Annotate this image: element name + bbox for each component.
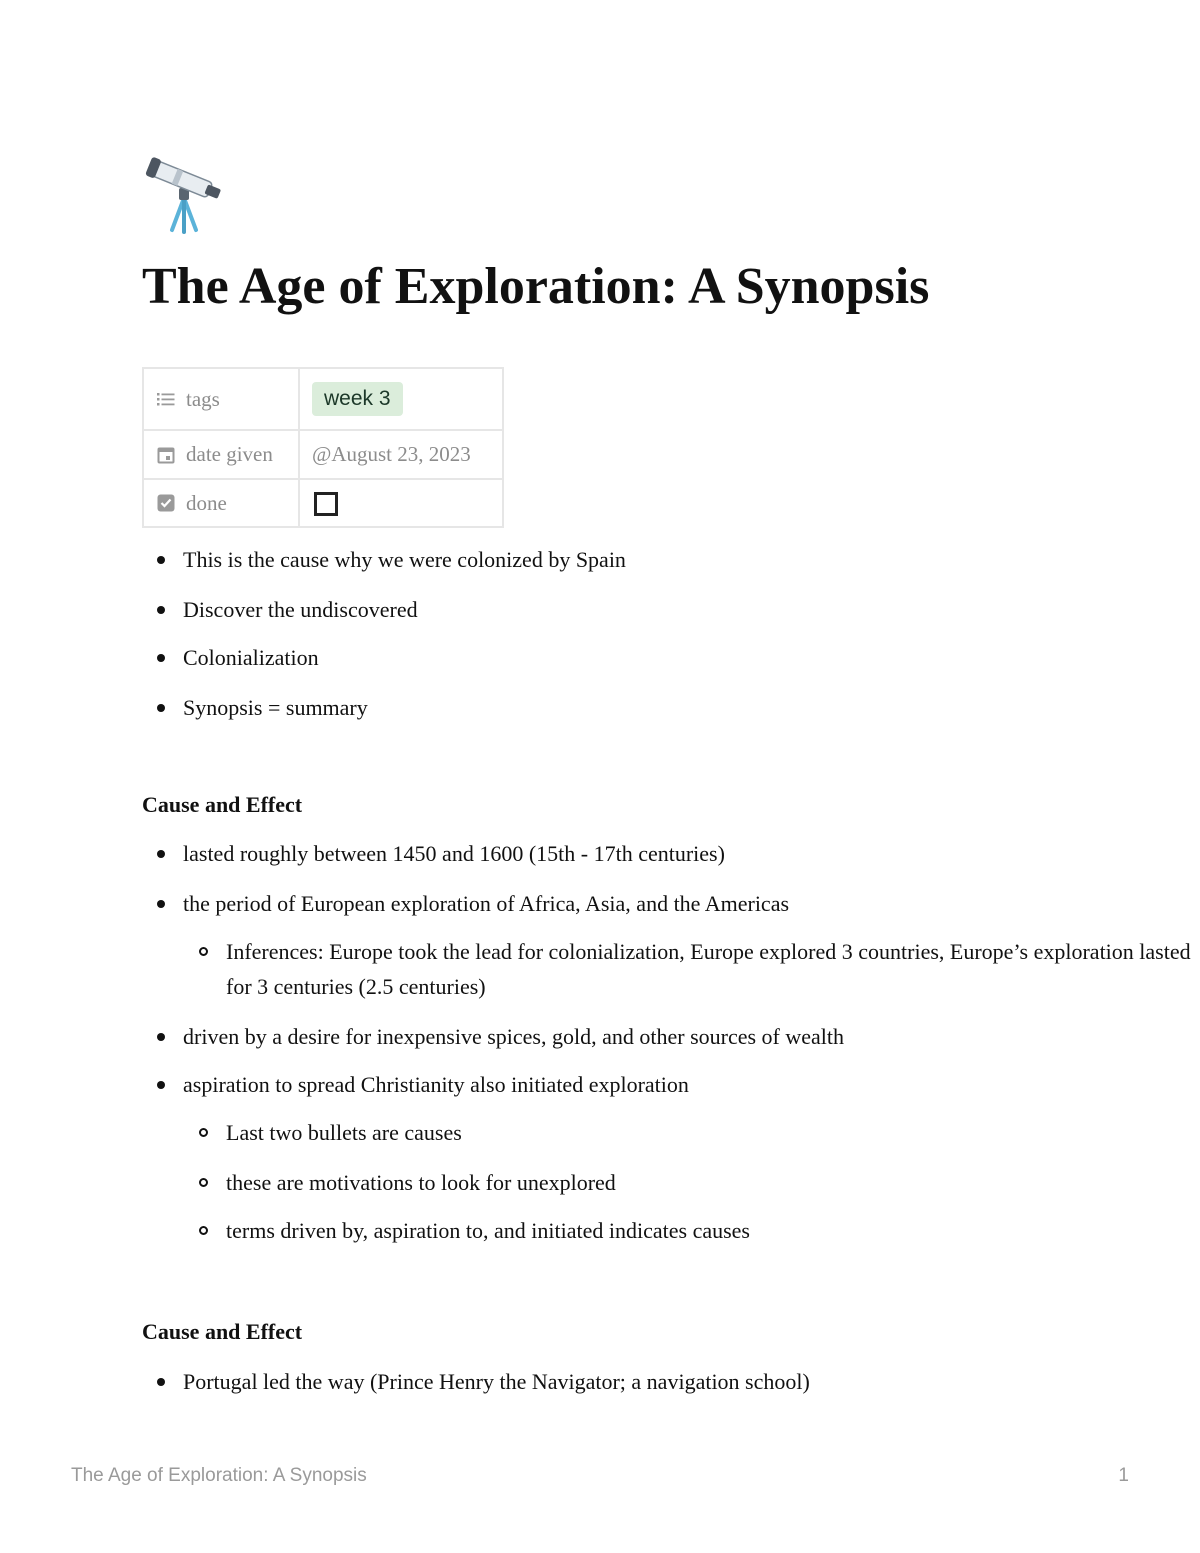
property-label-date-given: date given xyxy=(186,442,273,466)
list-item: Colonialization xyxy=(142,640,626,675)
list-item: Discover the undiscovered xyxy=(142,592,626,627)
properties-table xyxy=(142,367,504,528)
checkbox-icon xyxy=(156,493,176,513)
property-row-date-given xyxy=(143,430,503,479)
intro-bullet-list xyxy=(142,542,626,725)
list-item: driven by a desire for inexpensive spices, gold, and other sources of wealth xyxy=(142,1019,1200,1054)
done-checkbox[interactable] xyxy=(314,492,338,516)
footer-page-number: 1 xyxy=(1118,1465,1129,1486)
tags-value-cell[interactable] xyxy=(299,368,503,430)
list-item: This is the cause why we were colonized by Spain xyxy=(142,542,626,577)
sub-list-item: Inferences: Europe took the lead for colonialization, Europe explored 3 countries, Europe’s exploration lasted for 3 centuries (2.5 centuries) xyxy=(183,934,1200,1004)
section-heading: Cause and Effect xyxy=(142,792,303,817)
list-item: Synopsis = summary xyxy=(142,690,626,725)
property-row-tags xyxy=(143,368,503,430)
sub-list-item: terms driven by, aspiration to, and initiated indicates causes xyxy=(183,1213,1200,1248)
list-item: lasted roughly between 1450 and 1600 (15th - 17th centuries) xyxy=(142,836,1200,871)
list-item: aspiration to spread Christianity also initiated exploration Last two bullets are causes these are motivations to look for unexplored terms driven by, aspiration to, and initiated indicates causes xyxy=(142,1067,1200,1248)
done-value-cell xyxy=(299,479,503,527)
section-heading: Cause and Effect xyxy=(142,1319,303,1344)
sub-bullet-list xyxy=(183,934,1200,1004)
date-value-cell[interactable] xyxy=(299,430,503,479)
tag-chip[interactable]: week 3 xyxy=(312,382,403,416)
sub-bullet-list xyxy=(183,1115,1200,1248)
property-row-done xyxy=(143,479,503,527)
property-label-tags: tags xyxy=(186,386,220,411)
list-item: the period of European exploration of Africa, Asia, and the Americas Inferences: Europe took the lead for colonialization, Europe explored 3 countries, Europe’s exploration lasted for 3 centuries (2.5 centuries) xyxy=(142,886,1200,1004)
date-value[interactable]: @August 23, 2023 xyxy=(312,442,471,466)
footer-title: The Age of Exploration: A Synopsis xyxy=(71,1465,367,1486)
list-item: Portugal led the way (Prince Henry the Navigator; a navigation school) xyxy=(142,1364,810,1399)
page-title: The Age of Exploration: A Synopsis xyxy=(142,258,930,315)
calendar-icon xyxy=(156,445,176,465)
sub-list-item: these are motivations to look for unexplored xyxy=(183,1165,1200,1200)
telescope-icon xyxy=(144,150,228,234)
sub-list-item: Last two bullets are causes xyxy=(183,1115,1200,1150)
section2-bullet-list xyxy=(142,1364,810,1399)
list-icon xyxy=(156,389,176,409)
property-label-done: done xyxy=(186,490,227,515)
section1-bullet-list xyxy=(142,836,1200,1248)
